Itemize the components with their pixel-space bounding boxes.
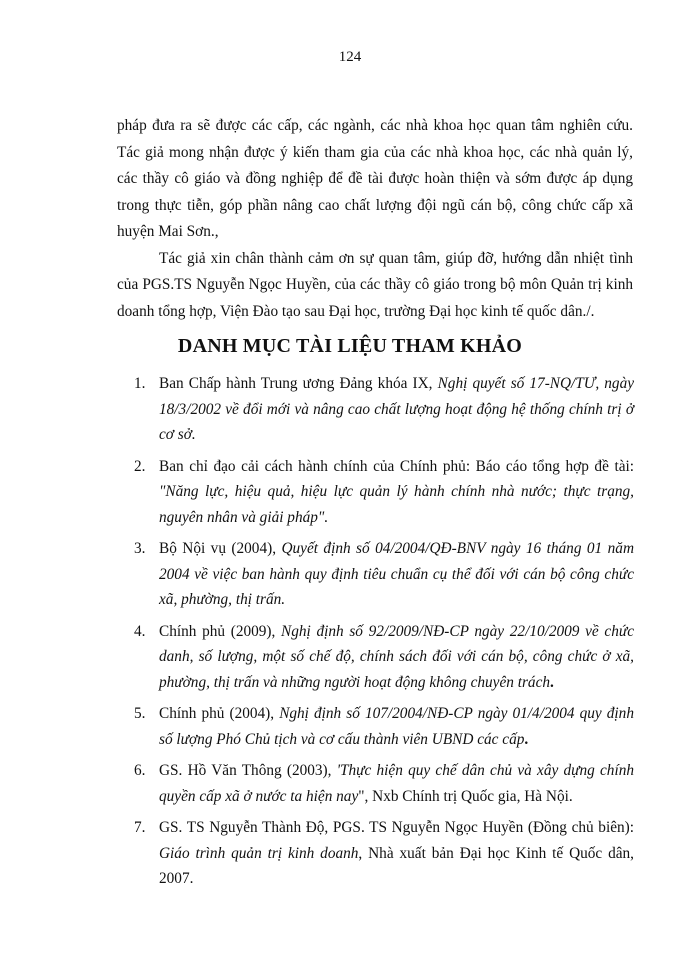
reference-text-part: Giáo trình quản trị kinh doanh bbox=[159, 844, 359, 862]
reference-text-part: Ban chỉ đạo cải cách hành chính của Chính phủ: Báo cáo tổng hợp đề tài: bbox=[159, 457, 634, 475]
reference-text-part: Chính phủ (2004), bbox=[159, 705, 280, 722]
reference-text-part: GS. TS Nguyễn Thành Độ, PGS. TS Nguyễn Ngọc Huyền (Đồng chủ biên): bbox=[159, 819, 634, 836]
reference-item bbox=[134, 619, 634, 696]
reference-text-part: , Nhà xuất bản Đại học Kinh tế Quốc dân, 2007. bbox=[159, 844, 635, 887]
reference-item bbox=[134, 371, 634, 448]
page-number: 124 bbox=[338, 49, 362, 65]
paragraph: Tác giả xin chân thành cảm ơn sự quan tâm, giúp đỡ, hướng dẫn nhiệt tình của PGS.TS Nguyễn Ngọc Huyền, của các thầy cô giáo trong bộ môn Quản trị kinh doanh tổng hợp, Viện Đào tạo sau Đại học, trường Đại học kinh tế quốc dân./. bbox=[117, 249, 633, 320]
reference-text-part: . bbox=[550, 673, 554, 691]
reference-text-part: Nghị định số 107/2004/NĐ-CP ngày 01/4/2004 quy định số lượng Phó Chủ tịch và cơ cấu thành viên UBND các cấp bbox=[159, 705, 634, 748]
reference-item bbox=[134, 454, 634, 531]
reference-text-part: Nghị định số 92/2009/NĐ-CP ngày 22/10/2009 về chức danh, số lượng, một số chế độ, chính sách đối với cán bộ, công chức ở xã, phường, thị trấn và những người hoạt động không chuyên trách bbox=[159, 622, 634, 691]
reference-text-part: ngày 16 tháng 01 năm 2004 về việc ban hành quy định tiêu chuẩn cụ thể đối với cán bộ công chức xã, phường, thị trấn. bbox=[159, 540, 634, 608]
reference-text-part: Quyết định số 04/2004/QĐ-BNV bbox=[281, 540, 486, 557]
reference-text-part: "Năng lực, hiệu quả, hiệu lực quản lý hành chính nhà nước; thực trạng, nguyên nhân và giải pháp". bbox=[159, 483, 634, 526]
reference-text-part: Ban Chấp hành Trung ương Đảng khóa IX, bbox=[159, 375, 438, 392]
reference-number: 3. bbox=[134, 540, 146, 557]
paragraph: pháp đưa ra sẽ được các cấp, các ngành, các nhà khoa học quan tâm nghiên cứu. Tác giả mong nhận được ý kiến tham gia của các nhà khoa học, các nhà quản lý, các thầy cô giáo và đồng nghiệp để đề tài được hoàn thiện và sớm được áp dụng trong thực tiễn, góp phần nâng cao chất lượng đội ngũ cán bộ, công chức cấp xã huyện Mai Sơn., bbox=[117, 117, 633, 240]
reference-text-part: Chính phủ (2009), bbox=[159, 622, 282, 640]
reference-number: 5. bbox=[134, 705, 146, 722]
reference-item bbox=[134, 758, 634, 809]
reference-number: 7. bbox=[134, 819, 146, 836]
reference-item bbox=[134, 536, 634, 613]
reference-item bbox=[134, 701, 634, 752]
reference-number: 2. bbox=[134, 457, 146, 475]
reference-text-part: Nghị quyết số 17-NQ/TƯ, ngày 18/3/2002 về đổi mới và nâng cao chất lượng hoạt động hệ thống chính trị ở cơ sở. bbox=[159, 375, 635, 443]
reference-item bbox=[134, 815, 634, 892]
reference-text-part: Bộ Nội vụ (2004), bbox=[159, 540, 282, 557]
body-text bbox=[117, 113, 633, 325]
reference-text-part: 'Thực hiện quy chế dân chủ và xây dựng chính quyền cấp xã ở nước ta hiện nay bbox=[159, 762, 634, 805]
reference-text-part: GS. Hồ Văn Thông (2003), bbox=[159, 762, 337, 779]
reference-number: 6. bbox=[134, 762, 146, 779]
reference-number: 1. bbox=[134, 375, 146, 392]
reference-text-part: ", Nxb Chính trị Quốc gia, Hà Nội. bbox=[358, 787, 573, 805]
reference-text-part: . bbox=[524, 730, 529, 748]
references-list bbox=[134, 371, 634, 898]
reference-number: 4. bbox=[134, 622, 146, 640]
references-title: DANH MỤC TÀI LIỆU THAM KHẢO bbox=[177, 335, 523, 357]
